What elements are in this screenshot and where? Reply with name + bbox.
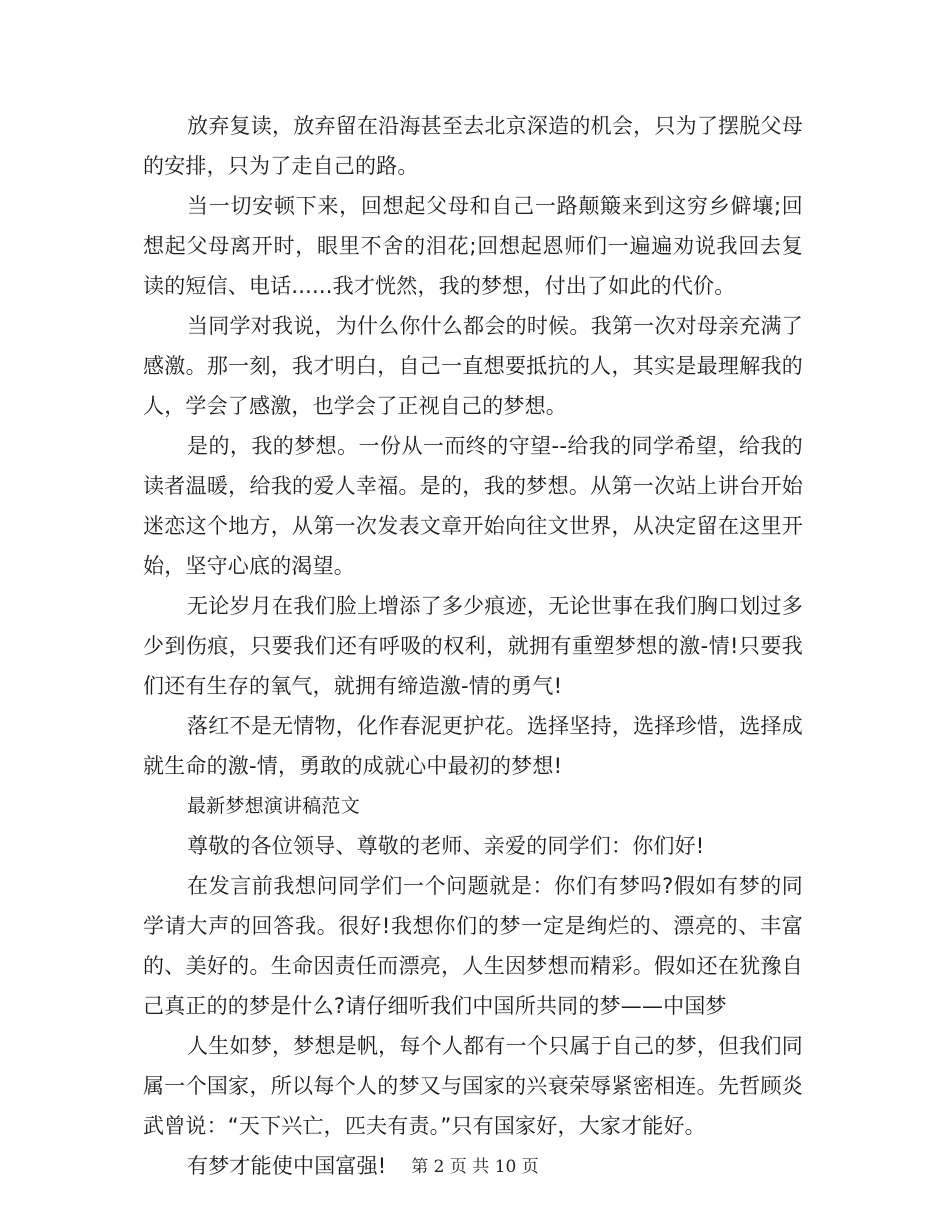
page-number-footer: 第 2 页 共 10 页	[411, 1157, 539, 1177]
paragraph-question: 在发言前我想问同学们一个问题就是：你们有梦吗?假如有梦的同学请大声的回答我。很好!我想你们的梦一定是绚烂的、漂亮的、丰富的、美好的。生命因责任而漂亮，人生因梦想而精彩。假如还在犹豫自己真正的的梦是什么?请仔细听我们中国所共同的梦——中国梦	[143, 874, 803, 1018]
paragraph-gratitude: 当同学对我说，为什么你什么都会的时候。我第一次对母亲充满了感激。那一刻，我才明白，自己一直想要抵抗的人，其实是最理解我的人，学会了感激，也学会了正视自己的梦想。	[143, 314, 803, 418]
section-title: 最新梦想演讲稿范文	[187, 795, 360, 817]
paragraph-life-dream: 人生如梦，梦想是帆，每个人都有一个只属于自己的梦，但我们同属一个国家，所以每个人的梦又与国家的兴衰荣辱紧密相连。先哲顾炎武曾说：“天下兴亡，匹夫有责。”只有国家好，大家才能好。	[143, 1034, 803, 1138]
paragraph-regardless: 无论岁月在我们脸上增添了多少痕迹，无论世事在我们胸口划过多少到伤痕，只要我们还有呼吸的权利，就拥有重塑梦想的激-情!只要我们还有生存的氧气，就拥有缔造激-情的勇气!	[143, 594, 803, 698]
paragraph-my-dream: 是的，我的梦想。一份从一而终的守望--给我的同学希望，给我的读者温暖，给我的爱人幸福。是的，我的梦想。从第一次站上讲台开始迷恋这个地方，从第一次发表文章开始向往文世界，从决定留在这里开始，坚守心底的渴望。	[143, 434, 803, 578]
paragraph-china-strong: 有梦才能使中国富强!	[187, 1154, 387, 1178]
paragraph-recall-parents: 当一切安顿下来，回想起父母和自己一路颠簸来到这穷乡僻壤;回想起父母离开时，眼里不舍的泪花;回想起恩师们一遍遍劝说我回去复读的短信、电话......我才恍然，我的梦想，付出了如此的代价。	[143, 194, 803, 298]
greeting: 尊敬的各位领导、尊敬的老师、亲爱的同学们：你们好!	[187, 834, 705, 858]
paragraph-give-up-repeat: 放弃复读，放弃留在沿海甚至去北京深造的机会，只为了摆脱父母的安排，只为了走自己的路。	[143, 114, 803, 178]
paragraph-fallen-petals: 落红不是无情物，化作春泥更护花。选择坚持，选择珍惜，选择成就生命的激-情，勇敢的成就心中最初的梦想!	[143, 714, 803, 778]
document-body	[143, 106, 803, 1186]
